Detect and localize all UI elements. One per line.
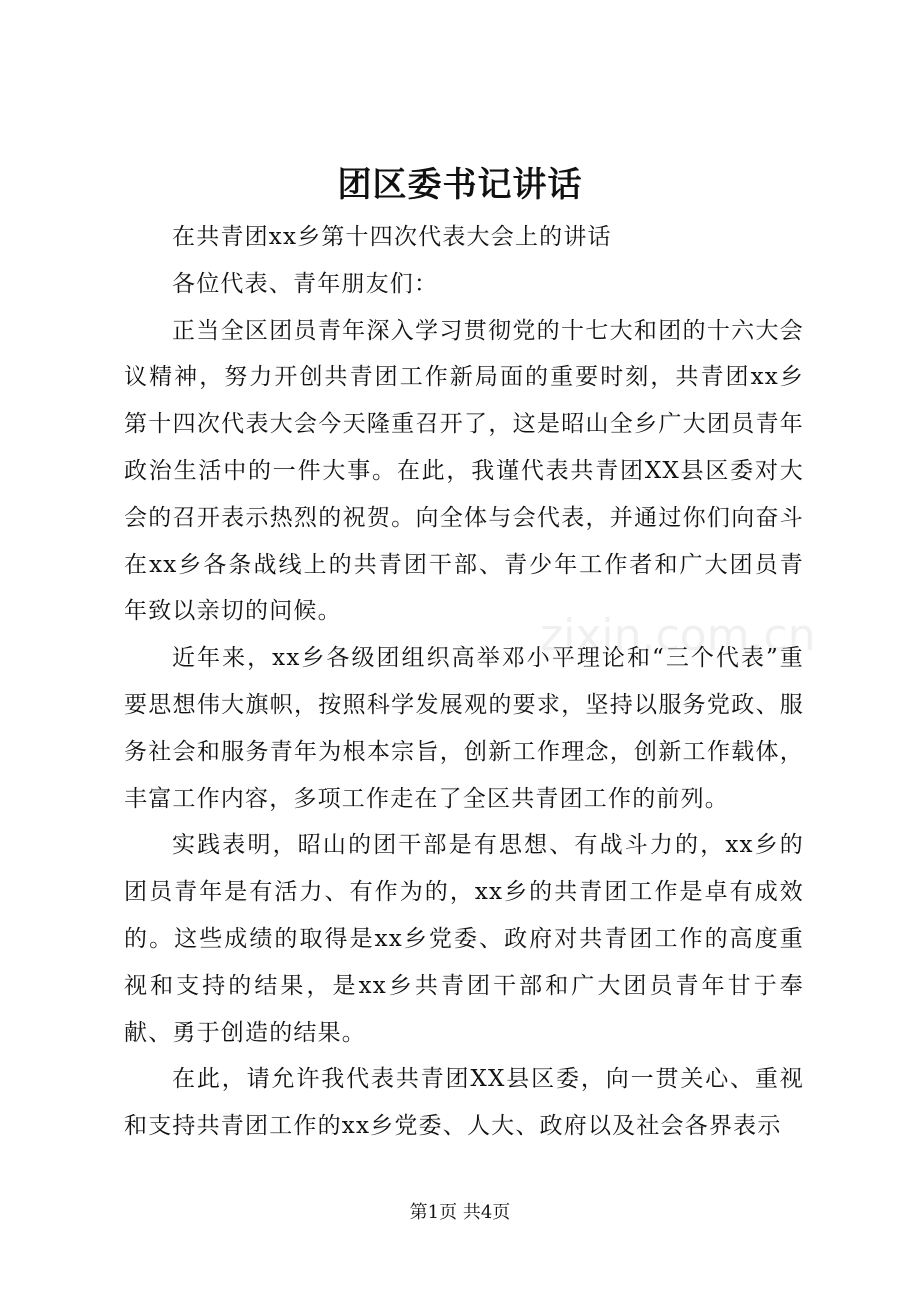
paragraph: 在此，请允许我代表共青团XX县区委，向一贯关心、重视和支持共青团工作的xx乡党委、人大、政府以及社会各界表示 — [124, 1066, 804, 1140]
paragraph-salutation: 各位代表、青年朋友们： — [172, 270, 439, 297]
paragraph: 正当全区团员青年深入学习贯彻党的十七大和团的十六大会议精神，努力开创共青团工作新局面的重要时刻，共青团xx乡第十四次代表大会今天隆重召开了，这是昭山全乡广大团员青年政治生活中的一件大事。在此，我谨代表共青团XX县区委对大会的召开表示热烈的祝贺。向全体与会代表，并通过你们向奋斗在xx乡各条战线上的共青团干部、青少年工作者和广大团员青年致以亲切的问候。 — [124, 317, 804, 625]
document-body — [124, 214, 804, 1150]
watermark: zixin.com.cn — [540, 610, 816, 661]
paragraph-subtitle: 在共青团xx乡第十四次代表大会上的讲话 — [172, 224, 612, 250]
page-footer: 第1页 共4页 — [409, 1202, 511, 1223]
paragraph: 实践表明，昭山的团干部是有思想、有战斗力的，xx乡的团员青年是有活力、有作为的，xx乡的共青团工作是卓有成效的。这些成绩的取得是xx乡党委、政府对共青团工作的高度重视和支持的结果，是xx乡共青团干部和广大团员青年甘于奉献、勇于创造的结果。 — [124, 832, 804, 1046]
paragraph: 近年来，xx乡各级团组织高举邓小平理论和“三个代表”重要思想伟大旗帜，按照科学发展观的要求，坚持以服务党政、服务社会和服务青年为根本宗旨，创新工作理念，创新工作载体，丰富工作内容，多项工作走在了全区共青团工作的前列。 — [124, 645, 804, 812]
page-title: 团区委书记讲话 — [337, 165, 583, 205]
